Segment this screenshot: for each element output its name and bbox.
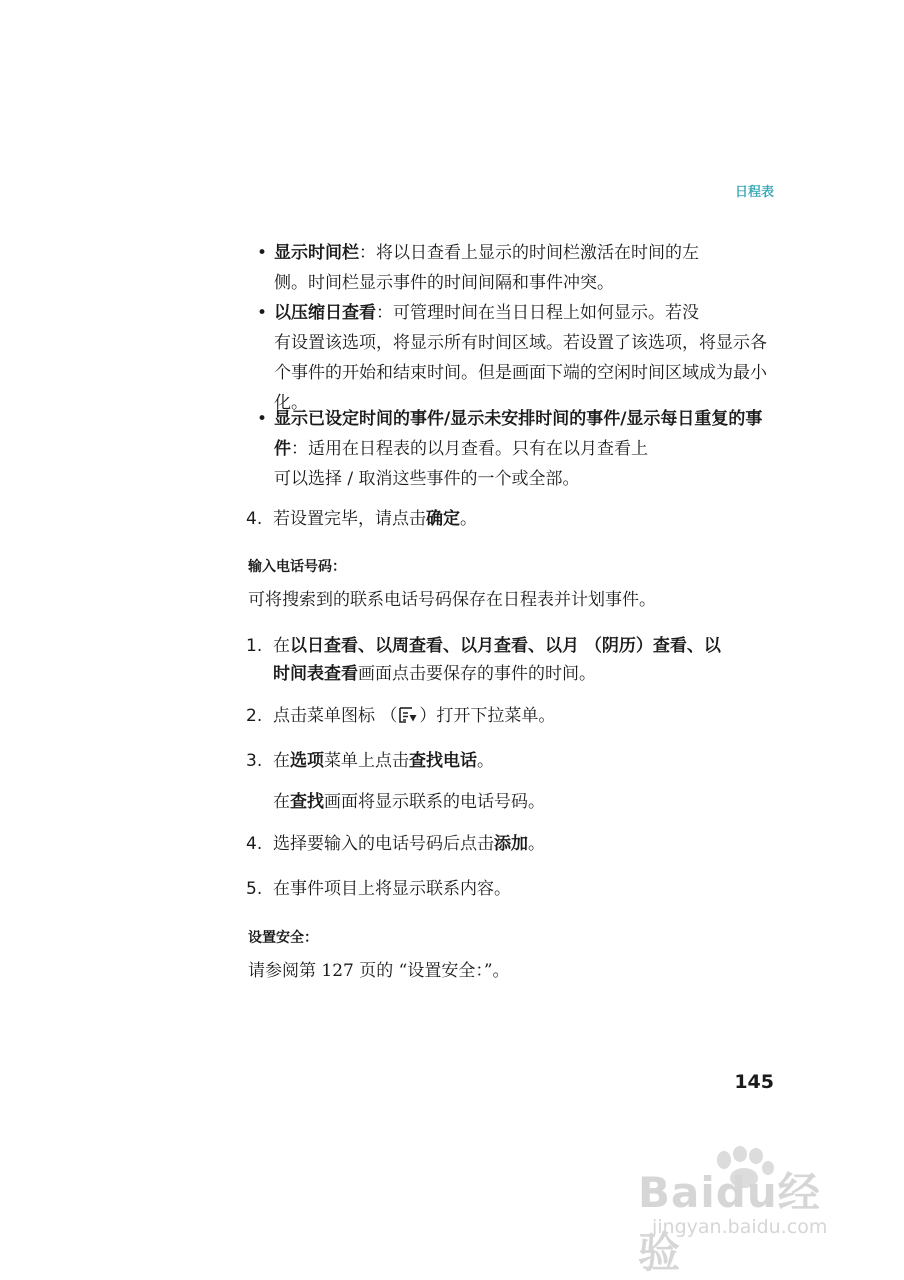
bullet-text-line1: 将以日查看上显示的时间栏激活在时间的左 xyxy=(376,243,699,263)
step-text-end: ）打开下拉菜单。 xyxy=(419,706,556,726)
bullet-separator: ： xyxy=(291,439,308,459)
step-text-end: 画面点击要保存的事件的时间。 xyxy=(358,664,596,684)
step-2 xyxy=(246,702,783,730)
section-intro-phone: 可将搜索到的联系电话号码保存在日程表并计划事件。 xyxy=(248,590,656,610)
baidu-watermark xyxy=(638,1146,848,1277)
step-text: 点击菜单图标 （ xyxy=(273,706,398,726)
step-bold-text: 添加 xyxy=(494,834,528,854)
step-number: 1. xyxy=(246,636,263,656)
step-text: 在 xyxy=(273,751,290,771)
step-4 xyxy=(246,830,783,858)
bullet-text-line1: 适用在日程表的以月查看。只有在以月查看上 xyxy=(308,439,648,459)
bullet-item-show-events xyxy=(257,404,779,494)
bullet-item-time-bar xyxy=(257,238,784,298)
section-heading-phone: 输入电话号码： xyxy=(248,559,346,575)
bullet-term: 以压缩日查看 xyxy=(274,303,376,323)
step-bold-text-2: 时间表查看 xyxy=(273,664,358,684)
bullet-term: 显示已设定时间的事件/显示未安排时间的事件/显示每日重复的事件 xyxy=(274,409,763,459)
step-text: 选择要输入的电话号码后点击 xyxy=(273,834,494,854)
bullet-text-rest: 可以选择 / 取消这些事件的一个或全部。 xyxy=(274,469,580,489)
bullet-term: 显示时间栏 xyxy=(274,243,359,263)
step-text: 若设置完毕，请点击 xyxy=(273,509,426,529)
step-number: 2. xyxy=(246,706,263,726)
note-text: 在 xyxy=(273,792,290,812)
menu-dropdown-icon xyxy=(397,705,419,723)
watermark-brand: Baidu经验 xyxy=(638,1168,821,1277)
section-heading-security: 设置安全： xyxy=(248,930,318,946)
bullet-item-compressed-day xyxy=(257,298,774,418)
step-bold-text: 以日查看、以周查看、以月查看、以月 （阴历）查看、以 xyxy=(290,636,721,656)
section-text-security: 请参阅第 127 页的 “设置安全：”。 xyxy=(248,961,510,981)
bullet-text-rest: 有设置该选项，将显示所有时间区域。若设置了该选项，将显示各个事件的开始和结束时间。但是画面下端的空闲时间区域成为最小化。 xyxy=(274,333,767,413)
note-text-end: 画面将显示联系的电话号码。 xyxy=(324,792,545,812)
step-bold-text: 选项 xyxy=(290,751,324,771)
note-bold-text: 查找 xyxy=(290,792,324,812)
bullet-separator: ： xyxy=(359,243,376,263)
bullet-dot-icon: • xyxy=(257,243,268,263)
step-5 xyxy=(246,875,783,903)
page-number: 145 xyxy=(734,1071,774,1093)
step-number: 5. xyxy=(246,879,263,899)
section-header: 日程表 xyxy=(734,185,774,200)
step-number: 4. xyxy=(246,509,263,529)
watermark-url: jingyan.baidu.com xyxy=(652,1216,828,1238)
bullet-separator: ： xyxy=(376,303,393,323)
step-text-mid: 菜单上点击 xyxy=(324,751,409,771)
bullet-dot-icon: • xyxy=(257,303,268,323)
bullet-dot-icon: • xyxy=(257,409,268,429)
step-number: 4. xyxy=(246,834,263,854)
step-bold-text: 确定 xyxy=(426,509,460,529)
step-3-note xyxy=(273,788,783,816)
step-confirm xyxy=(246,505,783,533)
bullet-text-line1: 可管理时间在当日日程上如何显示。若没 xyxy=(393,303,699,323)
step-number: 3. xyxy=(246,751,263,771)
step-3 xyxy=(246,747,783,775)
step-text-end: 。 xyxy=(477,751,494,771)
step-text-end: 。 xyxy=(528,834,545,854)
step-1 xyxy=(246,632,783,688)
step-text-end: 。 xyxy=(460,509,477,529)
bullet-text-rest: 侧。时间栏显示事件的时间间隔和事件冲突。 xyxy=(274,273,614,293)
step-text: 在事件项目上将显示联系内容。 xyxy=(273,879,511,899)
step-text: 在 xyxy=(273,636,290,656)
step-bold-text-2: 查找电话 xyxy=(409,751,477,771)
